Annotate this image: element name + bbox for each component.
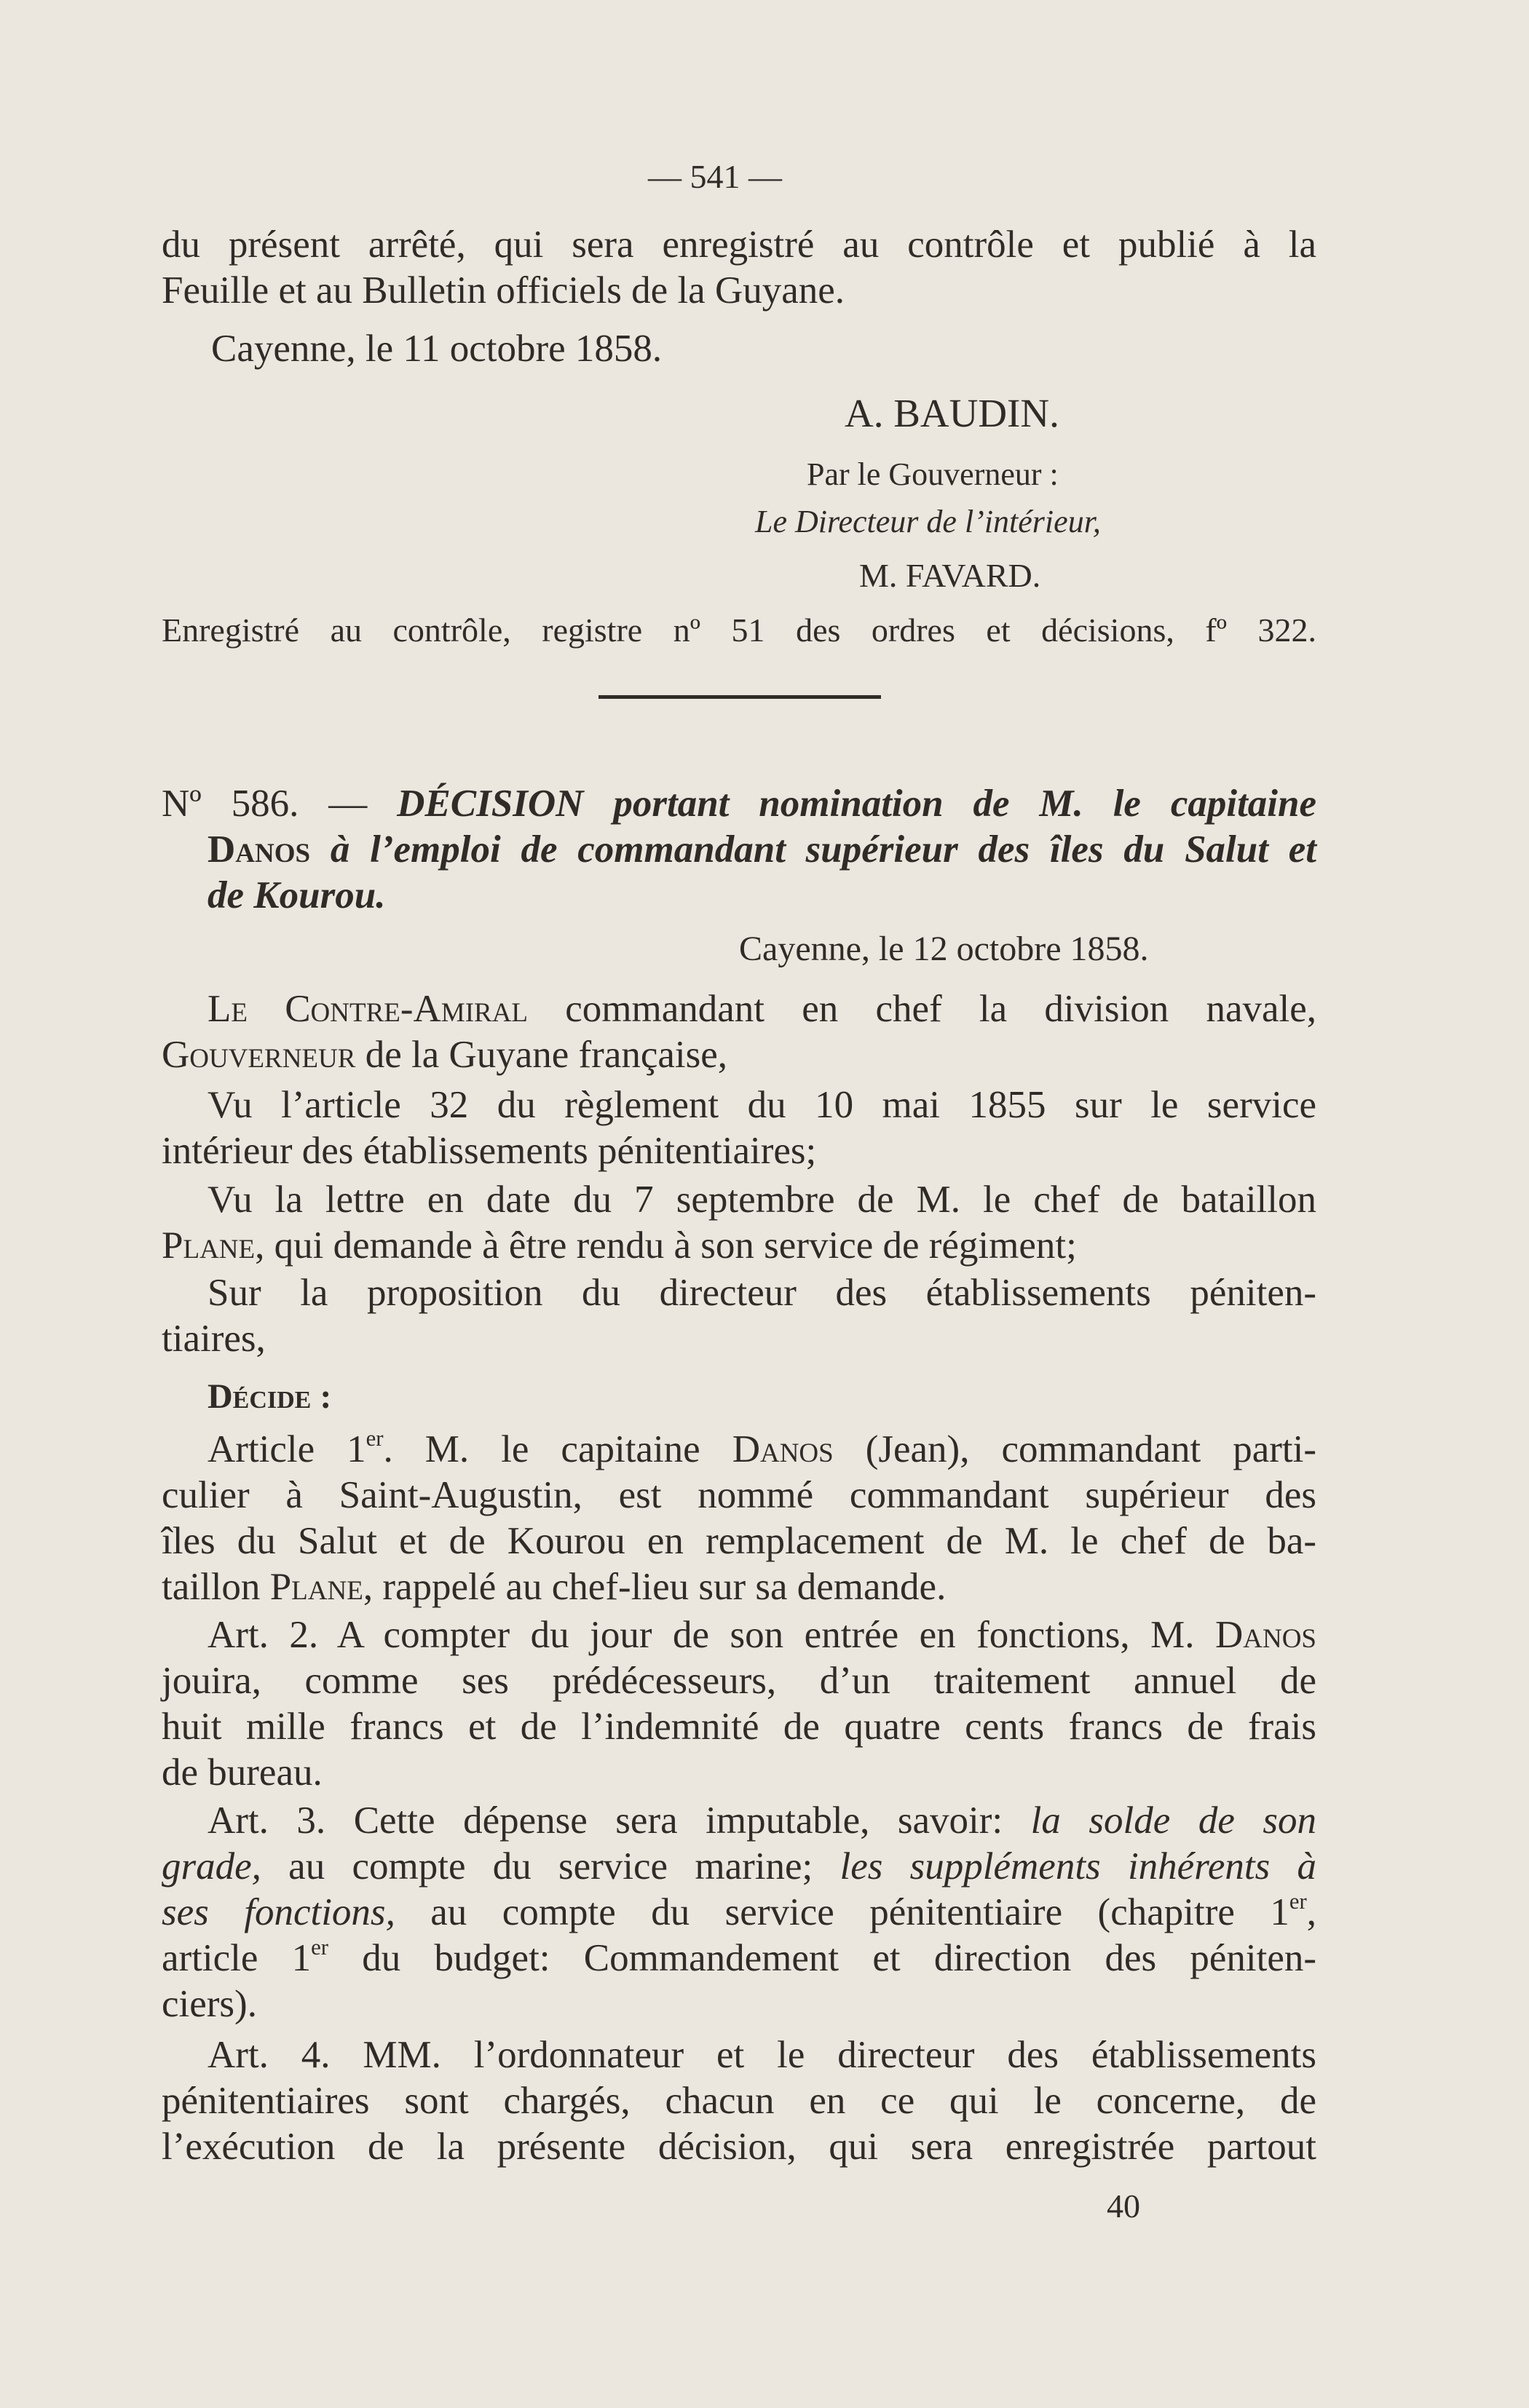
decision-title-line: [162, 785, 1316, 823]
text-line: Plane, qui demande à être rendu à son service de régiment;: [162, 1224, 1077, 1267]
separator-rule: [598, 695, 881, 699]
article-3-line: ses fonctions, au compte du service pénitentiaire (chapitre 1er,: [162, 1889, 1316, 1933]
article-1-line: taillon Plane, rappelé au chef-lieu sur sa demande.: [162, 1566, 947, 1608]
text-line: intérieur des établissements pénitentiaires;: [162, 1130, 817, 1172]
director-title: Le Directeur de l’intérieur,: [755, 504, 1101, 539]
article-3-line: article 1er du budget: Commandement et direction des péniten-: [162, 1935, 1316, 1979]
article-4-line: pénitentiaires sont chargés, chacun en ce qui le concerne, de: [162, 2080, 1316, 2122]
article-4-line: Art. 4. MM. l’ordonnateur et le directeur des établissements: [208, 2034, 1316, 2076]
decision-title-text: à l’emploi de commandant supérieur des îles du Salut et: [330, 828, 1317, 871]
decision-title-text: de Kourou.: [208, 874, 386, 916]
article-2-line: de bureau.: [162, 1751, 323, 1794]
by-governor-label: Par le Gouverneur :: [807, 456, 1059, 492]
signature-mark: 40: [1107, 2187, 1140, 2225]
text-line: Vu la lettre en date du 7 septembre de M. le chef de bataillon: [208, 1179, 1316, 1221]
article-3-line: ciers).: [162, 1983, 257, 2025]
article-1-line: îles du Salut et de Kourou en remplacement de M. le chef de ba-: [162, 1520, 1316, 1562]
registration-note: Enregistré au contrôle, registre nº 51 des ordres et décisions, fº 322.: [162, 611, 1316, 649]
text-line: du présent arrêté, qui sera enregistré au contrôle et publié à la: [162, 223, 1316, 266]
decide-heading: Décide :: [208, 1377, 332, 1416]
article-4-line: l’exécution de la présente décision, qui sera enregistrée partout: [162, 2126, 1316, 2168]
place-date: Cayenne, le 11 octobre 1858.: [211, 328, 663, 370]
signature-governor: A. BAUDIN.: [845, 391, 1059, 435]
article-2-line: jouira, comme ses prédécesseurs, d’un traitement annuel de: [162, 1660, 1316, 1702]
title-dash: —: [328, 783, 368, 825]
text-line: Vu l’article 32 du règlement du 10 mai 1855 sur le service: [208, 1084, 1316, 1126]
text-line: Gouverneur de la Guyane française,: [162, 1034, 728, 1076]
text-line: Feuille et au Bulletin officiels de la Guyane.: [162, 269, 845, 312]
article-2-line: Art. 2. A compter du jour de son entrée en fonctions, M. Danos: [208, 1614, 1316, 1656]
article-1-line: Article 1er. M. le capitaine Danos (Jean), commandant parti-: [208, 1426, 1316, 1470]
article-3-line: grade, au compte du service marine; les suppléments inhérents à: [162, 1845, 1316, 1888]
decision-title-word: DÉCISION: [397, 783, 584, 825]
decision-title-line: [208, 828, 1317, 871]
article-3-line: Art. 3. Cette dépense sera imputable, savoir: la solde de son: [208, 1799, 1317, 1842]
title-person-name: Danos: [208, 828, 311, 871]
article-2-line: huit mille francs et de l’indemnité de quatre cents francs de frais: [162, 1706, 1316, 1748]
article-1-line: culier à Saint-Augustin, est nommé commandant supérieur des: [162, 1474, 1316, 1516]
text-line: Le Contre-Amiral commandant en chef la division navale,: [208, 988, 1316, 1030]
decision-place-date: Cayenne, le 12 octobre 1858.: [739, 930, 1149, 968]
signature-director: M. FAVARD.: [859, 557, 1041, 594]
decision-title-text: portant nomination de M. le capitaine: [613, 783, 1317, 825]
decision-number: Nº 586.: [162, 783, 299, 825]
text-line: Sur la proposition du directeur des établissements péniten-: [208, 1272, 1316, 1314]
page-number: — 541 —: [648, 158, 782, 195]
text-line: tiaires,: [162, 1318, 266, 1360]
